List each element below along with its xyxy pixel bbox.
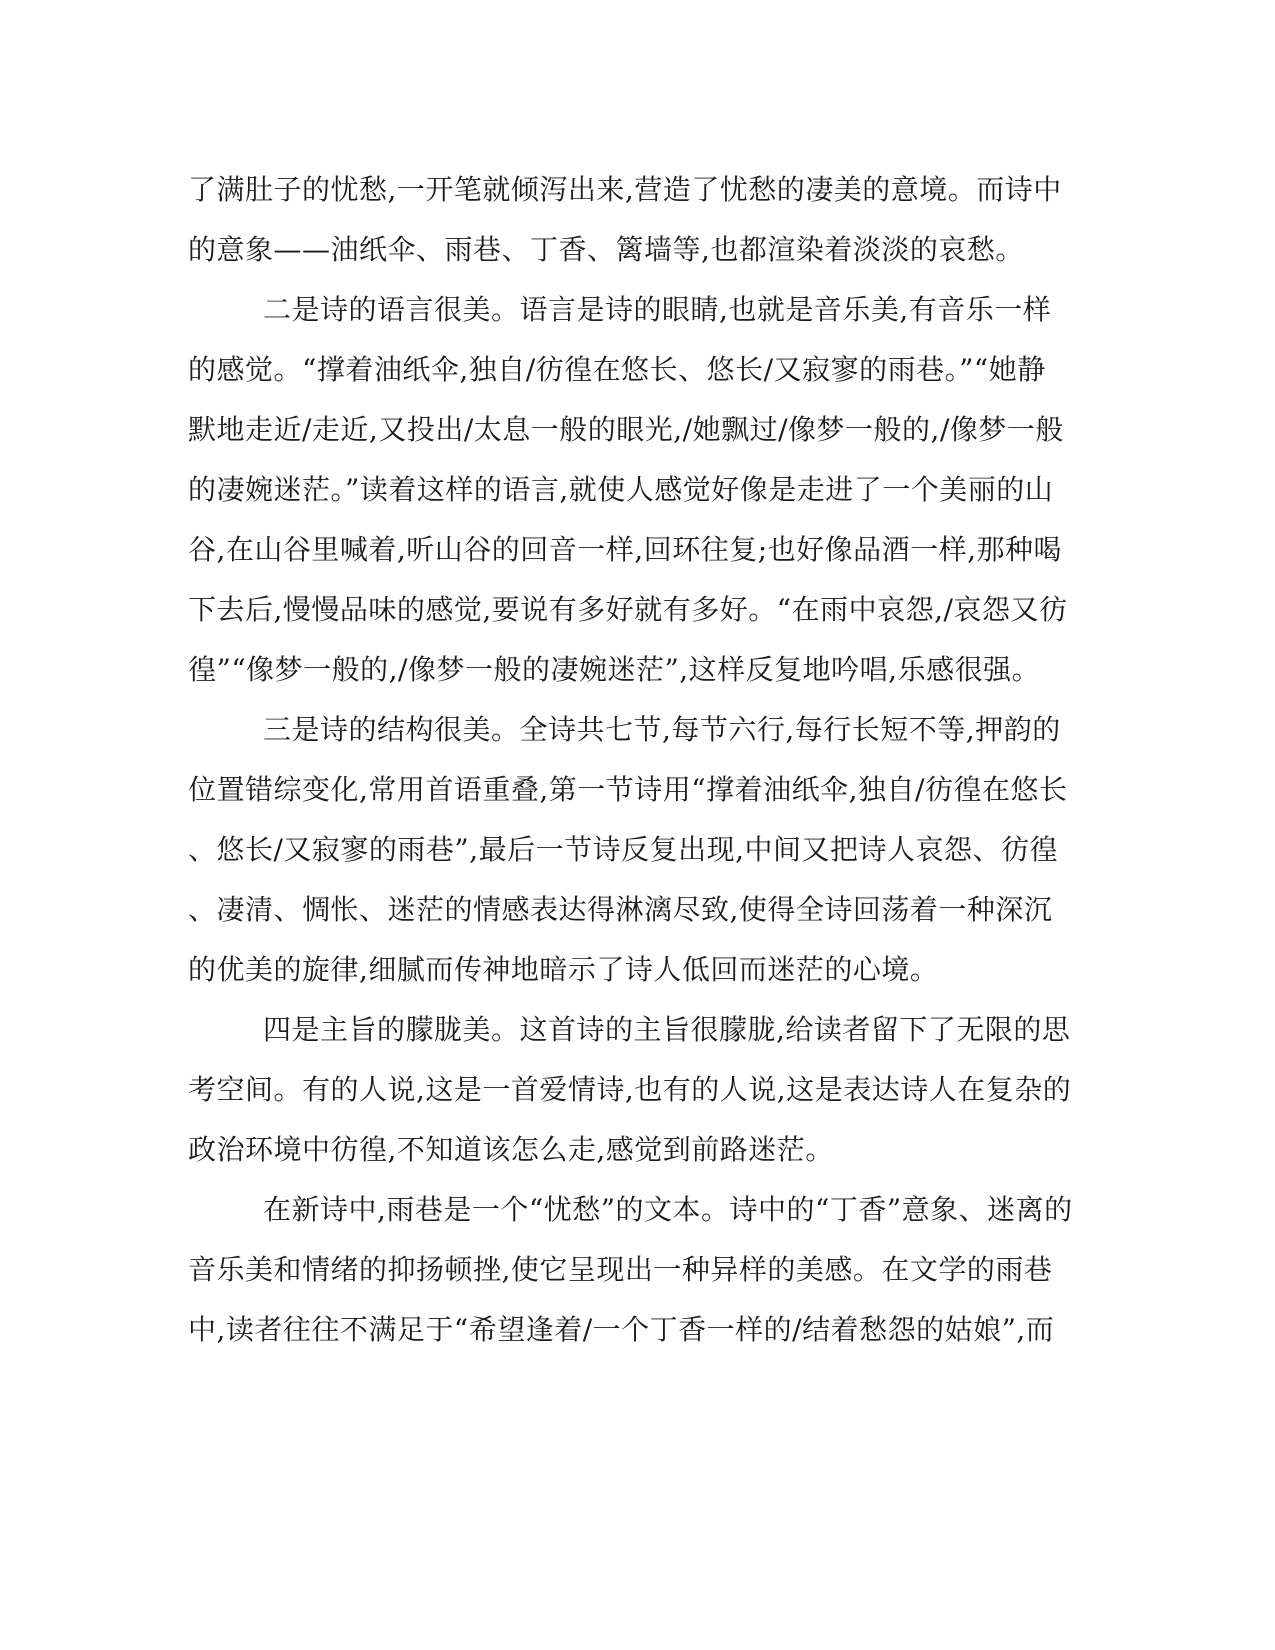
body-text <box>188 160 1088 1360</box>
text-line: 政治环境中彷徨,不知道该怎么走,感觉到前路迷茫。 <box>188 1133 834 1166</box>
text-line: 的感觉。“撑着油纸伞,独自/彷徨在悠长、悠长/又寂寥的雨巷。”“她静 <box>188 353 1046 386</box>
text-line: 默地走近/走近,又投出/太息一般的眼光,/她飘过/像梦一般的,/像梦一般 <box>188 413 1064 446</box>
text-line: 的优美的旋律,细腻而传神地暗示了诗人低回而迷茫的心境。 <box>188 953 939 986</box>
text-line: 中,读者往往不满足于“希望逢着/一个丁香一样的/结着愁怨的姑娘”,而 <box>188 1313 1055 1346</box>
text-line: 音乐美和情绪的抑扬顿挫,使它呈现出一种异样的美感。在文学的雨巷 <box>188 1253 1053 1286</box>
paragraph-start-line: 二是诗的语言很美。语言是诗的眼睛,也就是音乐美,有音乐一样 <box>263 293 1052 326</box>
text-line: 的凄婉迷茫。”读着这样的语言,就使人感觉好像是走进了一个美丽的山 <box>188 473 1054 506</box>
text-line: 、凄清、惆怅、迷茫的情感表达得淋漓尽致,使得全诗回荡着一种深沉 <box>188 893 1053 926</box>
text-line: 的意象——油纸伞、雨巷、丁香、篱墙等,也都渲染着淡淡的哀愁。 <box>188 233 1024 266</box>
text-line: 考空间。有的人说,这是一首爱情诗,也有的人说,这是表达诗人在复杂的 <box>188 1073 1072 1106</box>
text-line: 谷,在山谷里喊着,听山谷的回音一样,回环往复;也好像品酒一样,那种喝 <box>188 533 1063 566</box>
paragraph-start-line: 在新诗中,雨巷是一个“忧愁”的文本。诗中的“丁香”意象、迷离的 <box>263 1193 1073 1226</box>
text-line: 位置错综变化,常用首语重叠,第一节诗用“撑着油纸伞,独自/彷徨在悠长 <box>188 773 1068 806</box>
paragraph-start-line: 四是主旨的朦胧美。这首诗的主旨很朦胧,给读者留下了无限的思 <box>263 1013 1071 1046</box>
text-line: 了满肚子的忧愁,一开笔就倾泻出来,营造了忧愁的凄美的意境。而诗中 <box>188 173 1062 206</box>
text-line: 徨”“像梦一般的,/像梦一般的凄婉迷茫”,这样反复地吟唱,乐感很强。 <box>188 653 1041 686</box>
text-line: 下去后,慢慢品味的感觉,要说有多好就有多好。“在雨中哀怨,/哀怨又彷 <box>188 593 1068 626</box>
text-line: 、悠长/又寂寥的雨巷”,最后一节诗反复出现,中间又把诗人哀怨、彷徨 <box>188 833 1059 866</box>
paragraph-start-line: 三是诗的结构很美。全诗共七节,每节六行,每行长短不等,押韵的 <box>263 713 1061 746</box>
